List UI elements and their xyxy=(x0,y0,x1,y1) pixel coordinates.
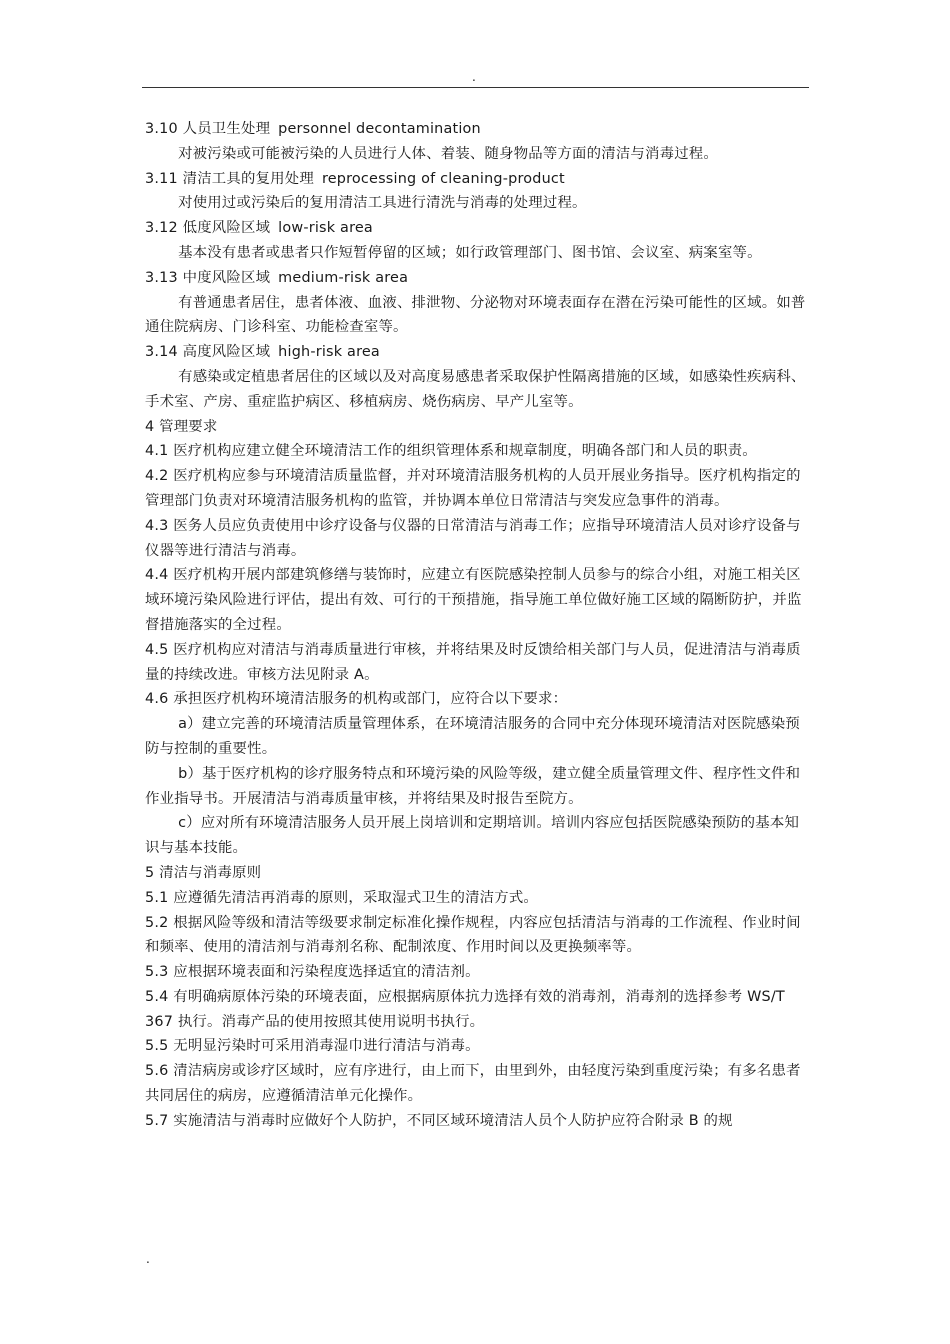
clause-5-4: 5.4 有明确病原体污染的环境表面，应根据病原体抗力选择有效的消毒剂，消毒剂的选择参考 WS/T 367 执行。消毒产品的使用按照其使用说明书执行。 xyxy=(145,988,785,1030)
term-english: high-risk area xyxy=(278,344,380,361)
term-english: medium-risk area xyxy=(278,269,409,286)
term-title: 3.13 中度风险区域 xyxy=(145,269,271,286)
header-mark: . xyxy=(472,70,476,84)
clause-5-6: 5.6 清洁病房或诊疗区域时，应有序进行，由上而下，由里到外，由轻度污染到重度污染；有多名患者共同居住的病房，应遵循清洁单元化操作。 xyxy=(145,1063,801,1105)
clause-4-2: 4.2 医疗机构应参与环境清洁质量监督，并对环境清洁服务机构的人员开展业务指导。医疗机构指定的管理部门负责对环境清洁服务机构的监管，并协调本单位日常清洁与突发应急事件的消毒。 xyxy=(145,468,801,509)
term-english: personnel decontamination xyxy=(278,121,481,137)
clause-4-5: 4.5 医疗机构应对清洁与消毒质量进行审核，并将结果及时反馈给相关部门与人员，促进清洁与消毒质量的持续改进。审核方法见附录 A。 xyxy=(145,641,801,683)
clause-4-4: 4.4 医疗机构开展内部建筑修缮与装饰时，应建立有医院感染控制人员参与的综合小组，对施工相关区域环境污染风险进行评估，提出有效、可行的干预措施，指导施工单位做好施工区域的隔断防护，并监督措施落实的全过程。 xyxy=(145,567,802,633)
term-title: 3.11 清洁工具的复用处理 xyxy=(145,170,314,187)
term-title: 3.10 人员卫生处理 xyxy=(145,121,271,137)
term-3-12 xyxy=(145,216,813,241)
term-definition: 有普通患者居住，患者体液、血液、排泄物、分泌物对环境表面存在潜在污染可能性的区域。如普通住院病房、门诊科室、功能检查室等。 xyxy=(145,294,806,336)
clause-4-3: 4.3 医务人员应负责使用中诊疗设备与仪器的日常清洁与消毒工作；应指导环境清洁人员对诊疗设备与仪器等进行清洁与消毒。 xyxy=(145,517,801,559)
term-3-13 xyxy=(145,266,813,291)
clause-5-5: 5.5 无明显污染时可采用消毒湿巾进行清洁与消毒。 xyxy=(145,1038,480,1055)
clause-5-1: 5.1 应遵循先清洁再消毒的原则，采取湿式卫生的清洁方式。 xyxy=(145,889,539,906)
term-title: 3.12 低度风险区域 xyxy=(145,220,271,237)
term-3-10 xyxy=(145,117,813,142)
term-3-11 xyxy=(145,167,813,192)
term-title: 3.14 高度风险区域 xyxy=(145,344,271,361)
clause-5-3: 5.3 应根据环境表面和污染程度选择适宜的清洁剂。 xyxy=(145,964,480,981)
footer-mark: . xyxy=(146,1252,150,1266)
term-3-14 xyxy=(145,340,813,365)
term-english: low-risk area xyxy=(278,220,373,237)
clause-4-6-c: c）应对所有环境清洁服务人员开展上岗培训和定期培训。培训内容应包括医院感染预防的基本知识与基本技能。 xyxy=(145,815,800,857)
clause-4-6: 4.6 承担医疗机构环境清洁服务的机构或部门，应符合以下要求： xyxy=(145,691,568,708)
header-rule xyxy=(142,87,809,88)
clause-5-2: 5.2 根据风险等级和清洁等级要求制定标准化操作规程，内容应包括清洁与消毒的工作流程、作业时间和频率、使用的清洁剂与消毒剂名称、配制浓度、作用时间以及更换频率等。 xyxy=(145,914,801,956)
clause-4-6-b: b）基于医疗机构的诊疗服务特点和环境污染的风险等级，建立健全质量管理文件、程序性文件和作业指导书。开展清洁与消毒质量审核，并将结果及时报告至院方。 xyxy=(145,765,801,807)
section-heading-4: 4 管理要求 xyxy=(145,418,218,435)
term-definition: 对使用过或污染后的复用清洁工具进行清洗与消毒的处理过程。 xyxy=(178,195,587,212)
clause-4-1: 4.1 医疗机构应建立健全环境清洁工作的组织管理体系和规章制度，明确各部门和人员的职责。 xyxy=(145,443,757,460)
term-english: reprocessing of cleaning-product xyxy=(321,170,565,187)
term-definition: 对被污染或可能被污染的人员进行人体、着装、随身物品等方面的清洁与消毒过程。 xyxy=(178,145,718,162)
clause-4-6-a: a）建立完善的环境清洁质量管理体系，在环境清洁服务的合同中充分体现环境清洁对医院感染预防与控制的重要性。 xyxy=(145,716,800,757)
document-body xyxy=(145,117,813,1134)
clause-5-7: 5.7 实施清洁与消毒时应做好个人防护，不同区域环境清洁人员个人防护应符合附录 B 的规 xyxy=(145,1112,733,1129)
term-definition: 有感染或定植患者居住的区域以及对高度易感患者采取保护性隔离措施的区域，如感染性疾病科、手术室、产房、重症监护病区、移植病房、烧伤病房、早产儿室等。 xyxy=(145,368,806,410)
section-heading-5: 5 清洁与消毒原则 xyxy=(145,864,262,881)
term-definition: 基本没有患者或患者只作短暂停留的区域；如行政管理部门、图书馆、会议室、病案室等。 xyxy=(178,244,762,261)
